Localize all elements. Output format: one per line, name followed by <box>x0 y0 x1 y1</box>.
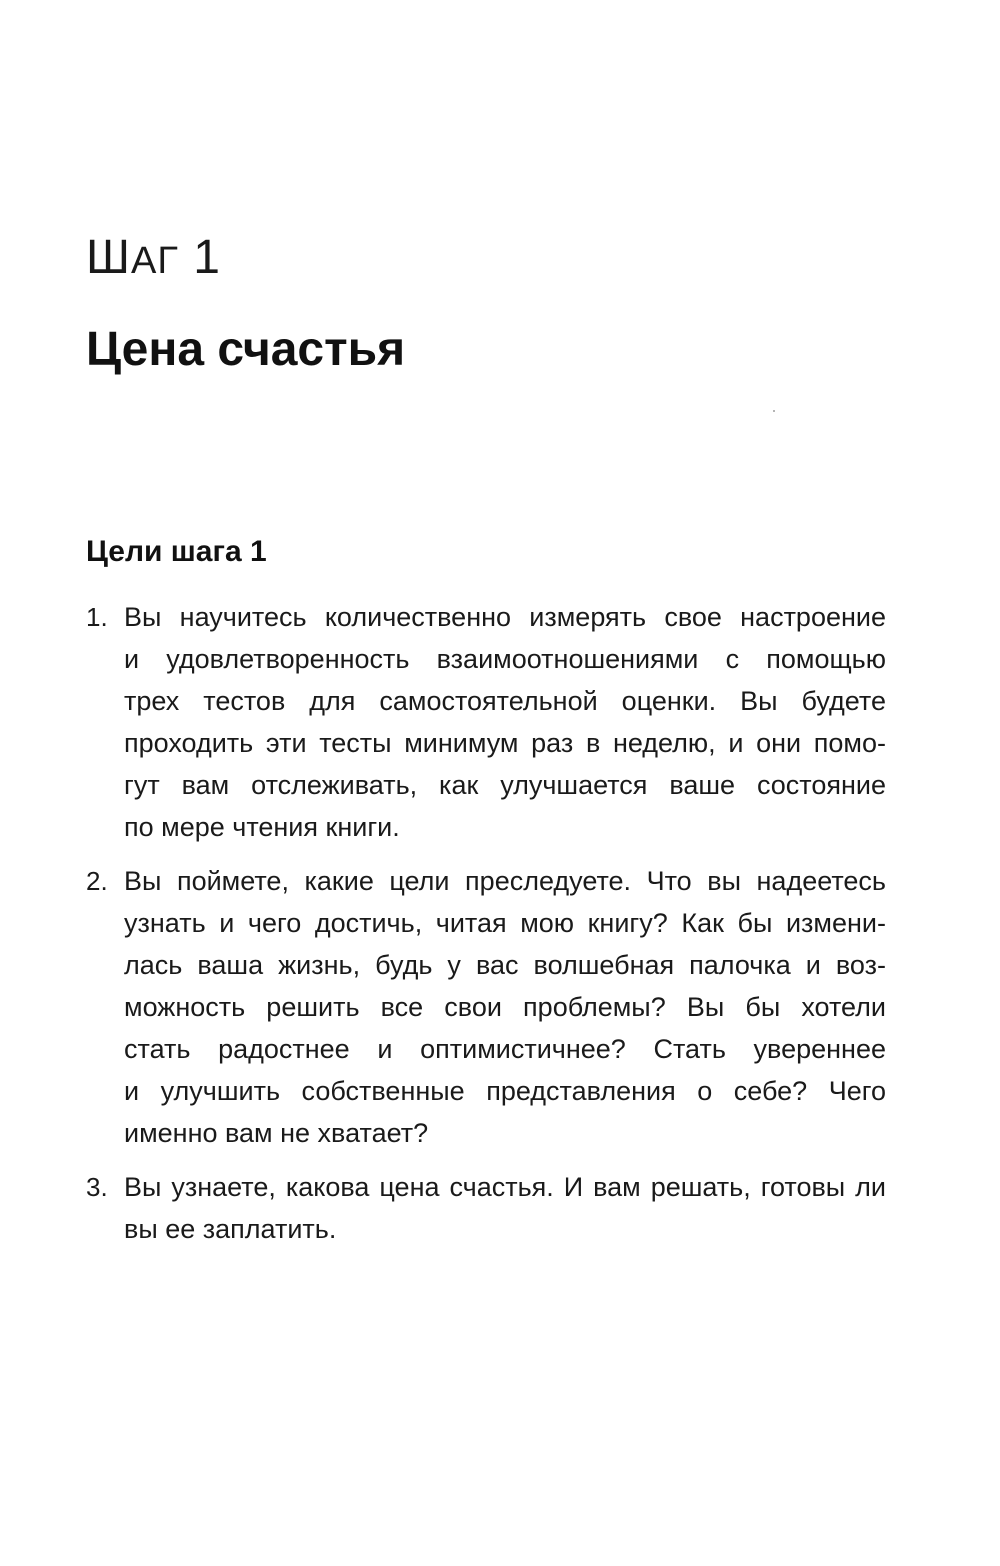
goal-text-line: трех тестов для самостоятельной оценки. Вы будете <box>124 686 886 716</box>
goal-text-line: вы ее заплатить. <box>124 1214 337 1244</box>
goal-item-3 <box>86 1166 886 1250</box>
goal-number: 1. <box>86 602 108 632</box>
step-number: 1 <box>193 231 221 284</box>
goal-item-2 <box>86 860 886 1154</box>
goal-text-line: гут вам отслеживать, как улучшается ваше состояние <box>124 770 886 800</box>
goal-text-line: по мере чтения книги. <box>124 812 400 842</box>
step-label-smallcaps: АГ <box>131 240 179 282</box>
goal-item-1 <box>86 596 886 848</box>
chapter-title: Цена счастья <box>86 323 406 376</box>
goal-text-line: Вы поймете, какие цели преследуете. Что вы надеетесь <box>124 866 886 896</box>
goal-text-line: узнать и чего достичь, читая мою книгу? Как бы измени- <box>124 908 886 938</box>
goal-text-line: можность решить все свои проблемы? Вы бы хотели <box>124 992 886 1022</box>
goal-text-line: Вы узнаете, какова цена счастья. И вам решать, готовы ли <box>124 1172 886 1202</box>
goal-text-line: и удовлетворенность взаимоотношениями с помощью <box>124 644 886 674</box>
step-label <box>86 226 221 293</box>
goal-number: 2. <box>86 866 108 896</box>
goal-text-line: проходить эти тесты минимум раз в неделю, и они помо- <box>124 728 886 758</box>
step-label-initial: Ш <box>86 231 131 284</box>
goals-heading: Цели шага 1 <box>86 535 267 568</box>
goal-text-line: лась ваша жизнь, будь у вас волшебная палочка и воз- <box>124 950 886 980</box>
goal-number: 3. <box>86 1172 108 1202</box>
goals-list <box>86 596 886 1262</box>
goal-text-line: стать радостнее и оптимистичнее? Стать увереннее <box>124 1034 886 1064</box>
goal-text-line: именно вам не хватает? <box>124 1118 429 1148</box>
goal-text-line: Вы научитесь количественно измерять свое настроение <box>124 602 886 632</box>
scan-speck <box>773 410 775 412</box>
goal-text-line: и улучшить собственные представления о себе? Чего <box>124 1076 886 1106</box>
